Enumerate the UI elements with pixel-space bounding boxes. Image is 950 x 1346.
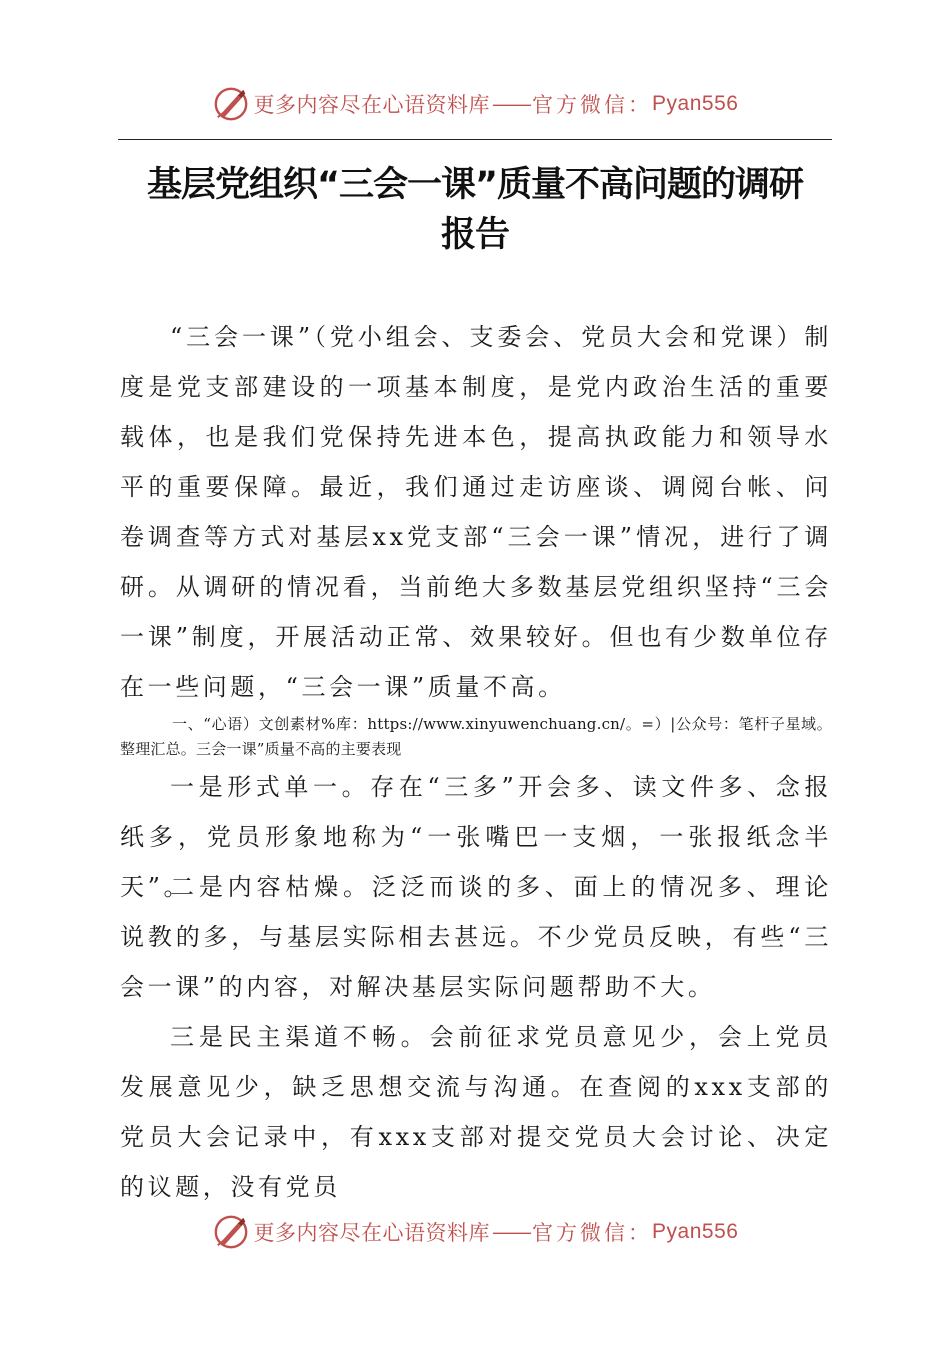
footer-separator: —— [492, 1220, 531, 1244]
footer-watermark-banner [0, 1210, 950, 1254]
document-title [110, 160, 840, 260]
pen-logo-icon [212, 85, 250, 123]
pen-logo-icon [212, 1213, 250, 1251]
banner-separator: —— [492, 92, 531, 116]
point-paragraph-2: 二是内容枯燥。泛泛而谈的多、面上的情况多、理论说教的多，与基层实际相去甚远。不少党员反映，有些“三会一课”的内容，对解决基层实际问题帮助不大。 [120, 873, 832, 1001]
banner-wechat-id: Pyan556 [652, 92, 739, 115]
footer-brand-text: 更多内容尽在心语资料库 [253, 1221, 491, 1245]
footer-wechat-label: 官方微信： [532, 1221, 653, 1245]
point-paragraph-3: 三是民主渠道不畅。会前征求党员意见少，会上党员发展意见少，缺乏思想交流与沟通。在查阅的xxx支部的党员大会记录中，有xxx支部对提交党员大会讨论、决定的议题，没有党员 [120, 1023, 832, 1201]
header-divider [118, 139, 832, 140]
title-line-1: 基层党组织“三会一课”质量不高问题的调研 [146, 165, 803, 205]
header-watermark-banner [0, 82, 950, 126]
section-heading-note: 一、“心语）文创素材%库：https://www.xinyuwenchuang.cn/。=）|公众号：笔杆子星域。整理汇总。三会一课”质量不高的主要表现 [120, 715, 832, 758]
point-paragraph-1: 一是形式单一。存在“三多”开会多、读文件多、念报纸多，党员形象地称为“一张嘴巴一支烟，一张报纸念半天”。 [120, 773, 832, 901]
footer-wechat-id: Pyan556 [652, 1220, 739, 1243]
intro-paragraph: “三会一课”（党小组会、支委会、党员大会和党课）制度是党支部建设的一项基本制度，是党内政治生活的重要载体，也是我们党保持先进本色，提高执政能力和领导水平的重要保障。最近，我们通过走访座谈、调阅台帐、问卷调查等方式对基层xx党支部“三会一课”情况，进行了调研。从调研的情况看，当前绝大多数基层党组织坚持“三会一课”制度，开展活动正常、效果较好。但也有少数单位存在一些问题，“三会一课”质量不高。 [120, 323, 832, 701]
title-line-2: 报告 [440, 215, 509, 255]
banner-wechat-label: 官方微信： [532, 93, 653, 117]
banner-brand-text: 更多内容尽在心语资料库 [253, 93, 491, 117]
